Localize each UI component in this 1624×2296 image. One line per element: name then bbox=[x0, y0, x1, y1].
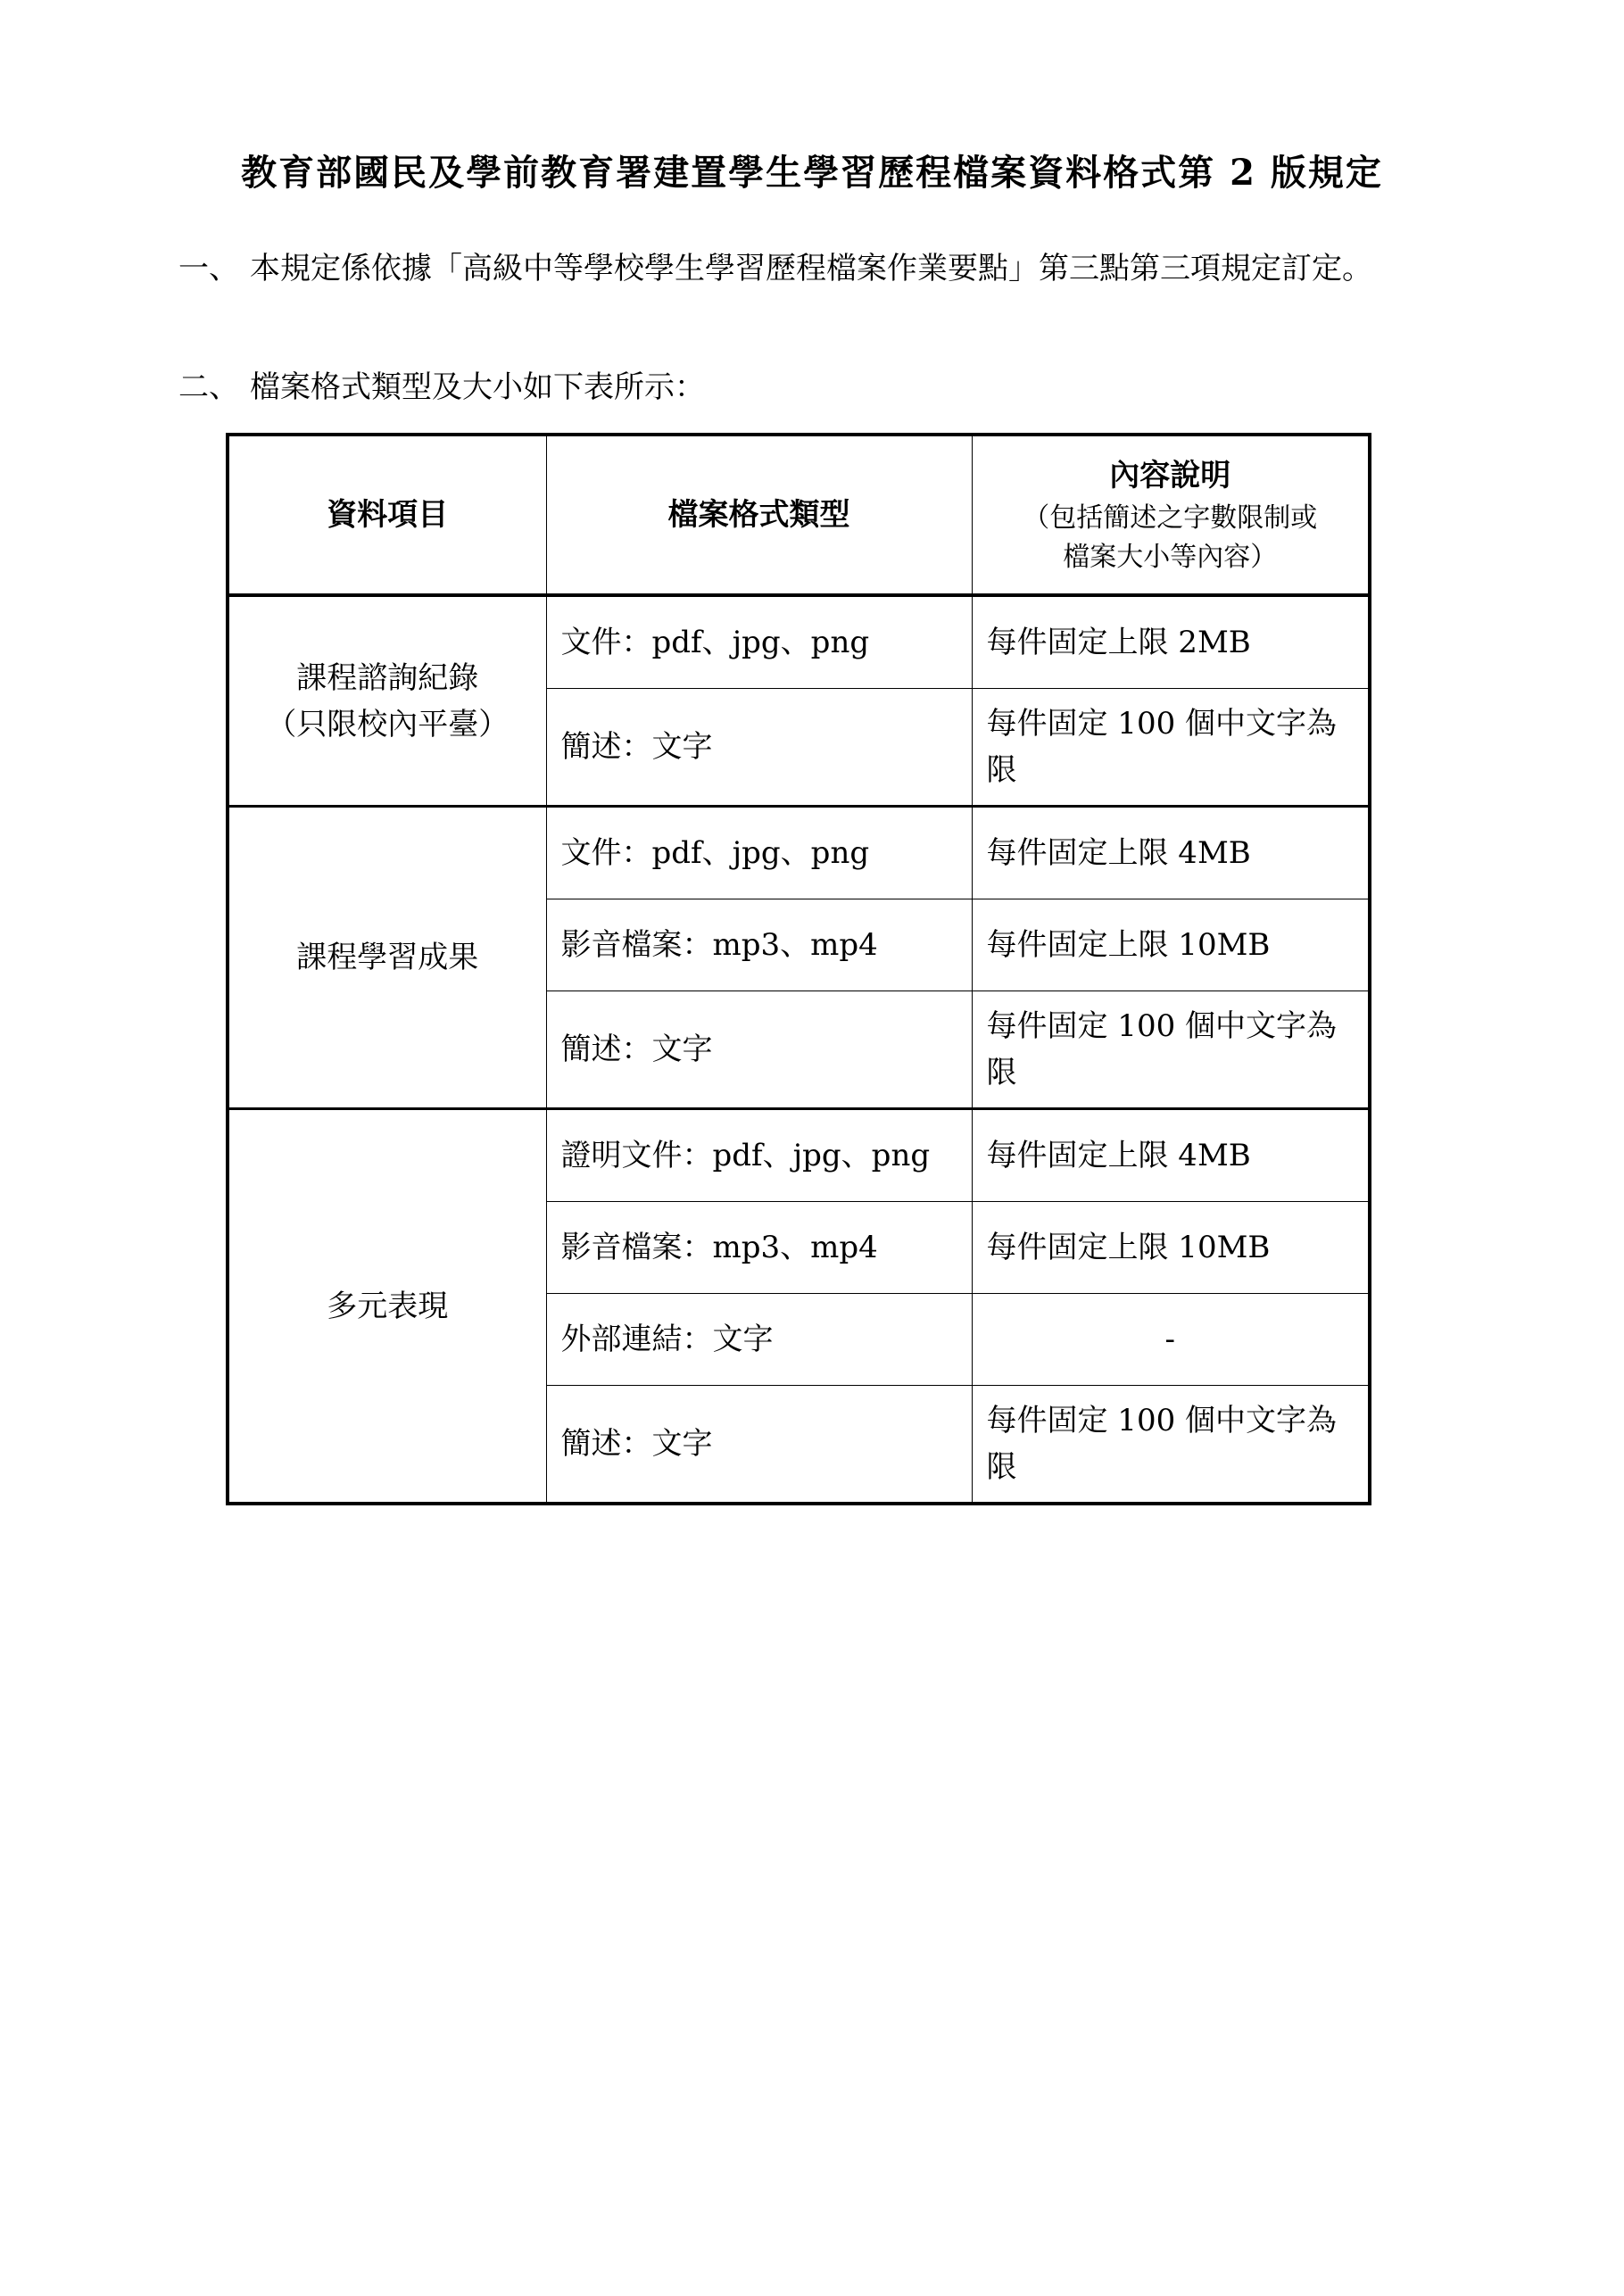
description-cell: 每件固定上限 4MB bbox=[972, 1109, 1370, 1202]
header-item: 資料項目 bbox=[228, 435, 546, 595]
format-cell: 外部連結：文字 bbox=[546, 1294, 972, 1386]
description-cell: 每件固定上限 10MB bbox=[972, 1202, 1370, 1294]
table-row bbox=[228, 1109, 1370, 1202]
item-note: （只限校內平臺） bbox=[266, 706, 510, 742]
item-label: 課程學習成果 bbox=[296, 940, 479, 975]
format-cell: 簡述：文字 bbox=[546, 991, 972, 1109]
header-description-sub-2: 檔案大小等內容） bbox=[1063, 542, 1278, 573]
file-format-table bbox=[226, 433, 1371, 1505]
table-row bbox=[228, 595, 1370, 689]
header-format: 檔案格式類型 bbox=[546, 435, 972, 595]
clause-2 bbox=[178, 364, 1392, 413]
clause-text: 本規定係依據「高級中等學校學生學習歷程檔案作業要點」第三點第三項規定訂定。 bbox=[250, 251, 1372, 286]
document-title: 教育部國民及學前教育署建置學生學習歷程檔案資料格式第 2 版規定 bbox=[241, 152, 1383, 194]
description-cell: 每件固定 100 個中文字為限 bbox=[972, 1386, 1370, 1504]
header-description-title: 內容說明 bbox=[1109, 458, 1231, 493]
description-cell: 每件固定 100 個中文字為限 bbox=[972, 689, 1370, 807]
format-cell: 證明文件：pdf、jpg、png bbox=[546, 1109, 972, 1202]
item-label: 多元表現 bbox=[327, 1288, 449, 1324]
table-header-row bbox=[228, 435, 1370, 595]
header-description bbox=[972, 435, 1370, 595]
format-cell: 文件：pdf、jpg、png bbox=[546, 807, 972, 899]
description-cell: 每件固定 100 個中文字為限 bbox=[972, 991, 1370, 1109]
item-cell bbox=[228, 1109, 546, 1504]
format-cell: 簡述：文字 bbox=[546, 1386, 972, 1504]
clause-text: 檔案格式類型及大小如下表所示： bbox=[250, 369, 705, 405]
clause-number: 二、 bbox=[178, 369, 239, 405]
format-cell: 簡述：文字 bbox=[546, 689, 972, 807]
clause-1 bbox=[178, 245, 1392, 344]
table-row bbox=[228, 807, 1370, 899]
format-cell: 影音檔案：mp3、mp4 bbox=[546, 1202, 972, 1294]
format-cell: 影音檔案：mp3、mp4 bbox=[546, 899, 972, 991]
format-cell: 文件：pdf、jpg、png bbox=[546, 595, 972, 689]
description-cell: 每件固定上限 4MB bbox=[972, 807, 1370, 899]
clause-number: 一、 bbox=[178, 251, 239, 286]
header-description-sub-1: （包括簡述之字數限制或 bbox=[1023, 502, 1318, 534]
item-cell bbox=[228, 595, 546, 807]
item-label: 課程諮詢紀錄 bbox=[296, 659, 479, 696]
description-cell: - bbox=[972, 1294, 1370, 1386]
description-cell: 每件固定上限 10MB bbox=[972, 899, 1370, 991]
description-cell: 每件固定上限 2MB bbox=[972, 595, 1370, 689]
item-cell bbox=[228, 807, 546, 1109]
